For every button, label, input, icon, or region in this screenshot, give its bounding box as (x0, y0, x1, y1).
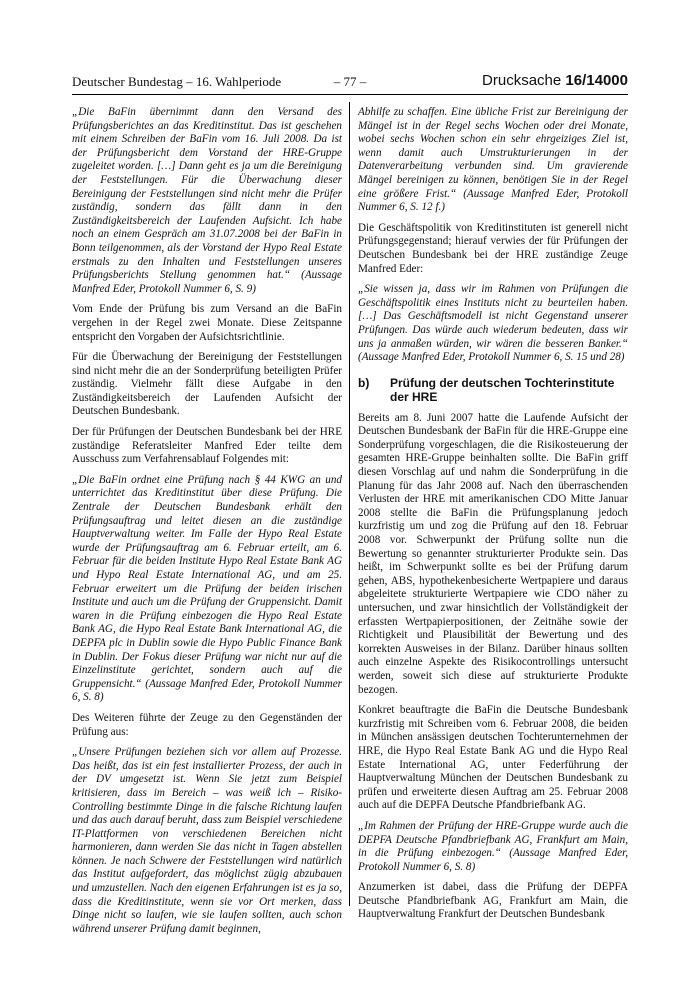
section-title: Prüfung der deutschen Tochterinstitute der HRE (390, 375, 615, 404)
quote-paragraph: „Die BaFin ordnet eine Prüfung nach § 44 KWG an und unterrichtet das Kreditinstitut über diese Prüfung. Die Zentrale der Deutschen Bundesbank erhält den Prüfungsauftrag und leitet diesen an die zuständige Hauptverwaltung weiter. Im Falle der Hypo Real Estate wurde der Prüfungsauftrag am 6. Februar erteilt, am 6. Februar für die beiden Institute Hypo Real Estate Bank AG und Hypo Real Estate International AG, und am 25. Februar erweitert um die Prüfung der beiden irischen Institute und auch um die Prüfung der Gruppensicht. Damit waren in die Prüfung einbezogen die Hypo Real Estate Bank AG, die Hypo Real Estate Bank International AG, die DEPFA plc in Dublin sowie die Hypo Public Finance Bank in Dublin. Der Fokus dieser Prüfung war nicht nur auf die Einzelinstitute gerichtet, sondern auch auf die Gruppensicht.“ (Aussage Manfred Eder, Protokoll Nummer 6, S. 8) (72, 473, 342, 704)
quote-paragraph: „Sie wissen ja, dass wir im Rahmen von Prüfungen die Geschäftspolitik eines Instituts nicht zu beurteilen haben. […] Das Geschäftsmodell ist nicht Gegenstand unserer Prüfungen. Das würde auch wiederum bedeuten, dass wir uns ja anmaßen würden, wir wären die besseren Banker.“ (Aussage Manfred Eder, Protokoll Nummer 6, S. 15 und 28) (358, 283, 628, 364)
page-header (72, 72, 628, 94)
body-paragraph: Bereits am 8. Juni 2007 hatte die Laufende Aufsicht der Deutschen Bundesbank der BaFin für die HRE-Gruppe eine Sonderprüfung vorgeschlagen, die die Risikosteuerung der gesamten HRE-Gruppe beinhalten sollte. Die BaFin griff diesen Vorschlag auf und nahm die Sonderprüfung in die Planung für das Jahr 2008 auf. Nach den überraschenden Verlusten der HRE mit amerikanischen CDO Mitte Januar 2008 stellte die BaFin die Prüfungsplanung jedoch kurzfristig um und zog die Prüfung auf den 18. Februar 2008 vor. Schwerpunkt der Prüfung sollte nun die Bewertung so genannter strukturierter Produkte sein. Das heißt, im Schwerpunkt sollte es bei der Prüfung darum gehen, ABS, hypothekenbesicherte Wertpapiere und daraus abgeleitete strukturierte Wertpapiere wie CDO näher zu untersuchen, und zwar hinsichtlich der Vollständigkeit der erfassten Wertpapierpositionen, der Zeitnähe sowie der Richtigkeit und Plausibilität der Bewertung und des korrekten Ausweises in der Bilanz. Darüber hinaus sollten auch einzelne Aspekte des Risikocontrollings untersucht werden, soweit sich diese auf strukturierte Produkte bezogen. (358, 411, 628, 696)
document-number (482, 72, 628, 89)
body-paragraph: Konkret beauftragte die BaFin die Deutsche Bundesbank kurzfristig mit Schreiben vom 6. Februar 2008, die beiden in München ansässigen deutschen Tochterunternehmen der HRE, die Hypo Real Estate Bank AG und die Hypo Real Estate International AG, unter Federführung der Hauptverwaltung München der Deutschen Bundesbank zu prüfen und erweiterte diesen Auftrag am 25. Februar 2008 auch auf die DEPFA Deutsche Pfandbriefbank AG. (358, 704, 628, 812)
body-paragraph: Anzumerken ist dabei, dass die Prüfung der DEPFA Deutsche Pfandbriefbank AG, Frankfurt am Main, die Hauptverwaltung Frankfurt der Deutschen Bundesbank (358, 881, 628, 921)
column-divider (349, 102, 350, 906)
quote-paragraph: „Die BaFin übernimmt dann den Versand des Prüfungsberichtes an das Kreditinstitut. Das ist geschehen mit einem Schreiben der BaFin vom 16. Juli 2008. Da ist der Prüfungsbericht dem Vorstand der HRE-Gruppe zugeleitet worden. […] Dann geht es ja um die Bereinigung der Feststellungen. Für die Überwachung dieser Bereinigung der Feststellungen sind nicht mehr die Prüfer zuständig, sondern das fällt dann in den Zuständigkeitsbereich der Laufenden Aufsicht. Ich habe noch an einem Gespräch am 31.07.2008 bei der BaFin in Bonn teilgenommen, als der Vorstand der Hypo Real Estate erstmals zu den Inhalten und Feststellungen unseres Prüfungsberichts Stellung genommen hat.“ (Aussage Manfred Eder, Protokoll Nummer 6, S. 9) (72, 106, 342, 295)
page-number: – 77 – (333, 74, 367, 89)
document-id: 16/14000 (565, 72, 628, 89)
body-paragraph: Für die Überwachung der Bereinigung der Feststellungen sind nicht mehr die an der Sonderprüfung beteiligten Prüfer zuständig. Vielmehr fällt diese Aufgabe in den Zuständigkeitsbereich der Laufenden Aufsicht der Deutschen Bundesbank. (72, 351, 342, 418)
section-heading (358, 376, 628, 404)
document-label: Drucksache (482, 72, 566, 89)
left-column (72, 106, 342, 943)
quote-paragraph: „Im Rahmen der Prüfung der HRE-Gruppe wurde auch die DEPFA Deutsche Pfandbriefbank AG, Frankfurt am Main, in die Prüfung einbezogen.“ (Aussage Manfred Eder, Protokoll Nummer 6, S. 8) (358, 819, 628, 873)
publication-title: Deutscher Bundestag – 16. Wahlperiode (72, 74, 282, 89)
section-letter: b) (358, 375, 370, 390)
body-paragraph: Vom Ende der Prüfung bis zum Versand an die BaFin vergehen in der Regel zwei Monate. Diese Zeitspanne entspricht den Vorgaben der Aufsichtsrichtlinie. (72, 303, 342, 343)
right-column (358, 106, 628, 929)
header-rule (72, 94, 628, 95)
body-paragraph: Des Weiteren führte der Zeuge zu den Gegenständen der Prüfung aus: (72, 711, 342, 738)
quote-paragraph: Abhilfe zu schaffen. Eine übliche Frist zur Bereinigung der Mängel ist in der Regel sechs Wochen oder drei Monate, wobei sechs Wochen schon ein sehr ehrgeiziges Ziel ist, wenn damit auch Umstrukturierungen in der Datenverarbeitung verbunden sind. Um gravierende Mängel bereinigen zu können, benötigen Sie in der Regel eine größere Frist.“ (Aussage Manfred Eder, Protokoll Nummer 6, S. 12 f.) (358, 106, 628, 214)
body-paragraph: Die Geschäftspolitik von Kreditinstituten ist generell nicht Prüfungsgegenstand; hierauf verwies der für Prüfungen der Deutschen Bundesbank bei der HRE zuständige Zeuge Manfred Eder: (358, 221, 628, 275)
quote-paragraph: „Unsere Prüfungen beziehen sich vor allem auf Prozesse. Das heißt, das ist ein fest installierter Prozess, der auch in der DV umgesetzt ist. Wenn Sie jetzt zum Beispiel kritisieren, dass im Bereich – was weiß ich – Risiko-Controlling bestimmte Dinge in die falsche Richtung laufen und das auch darauf beruht, dass zum Beispiel verschiedene IT-Plattformen von verschiedenen Bereichen nicht harmonieren, dann werden Sie das nicht in Tagen abstellen können. Je nach Schwere der Feststellungen wird natürlich das Institut aufgefordert, das möglichst zügig abzubauen und umzustellen. Nach den eigenen Erfahrungen ist es ja so, dass die Kreditinstitute, wenn sie vor Ort merken, dass Dinge nicht so laufen, wie sie laufen sollten, auch schon während unserer Prüfung damit beginnen, (72, 746, 342, 935)
body-paragraph: Der für Prüfungen der Deutschen Bundesbank bei der HRE zuständige Referatsleiter Manfred Eder teilte dem Ausschuss zum Verfahrensablauf Folgendes mit: (72, 426, 342, 466)
